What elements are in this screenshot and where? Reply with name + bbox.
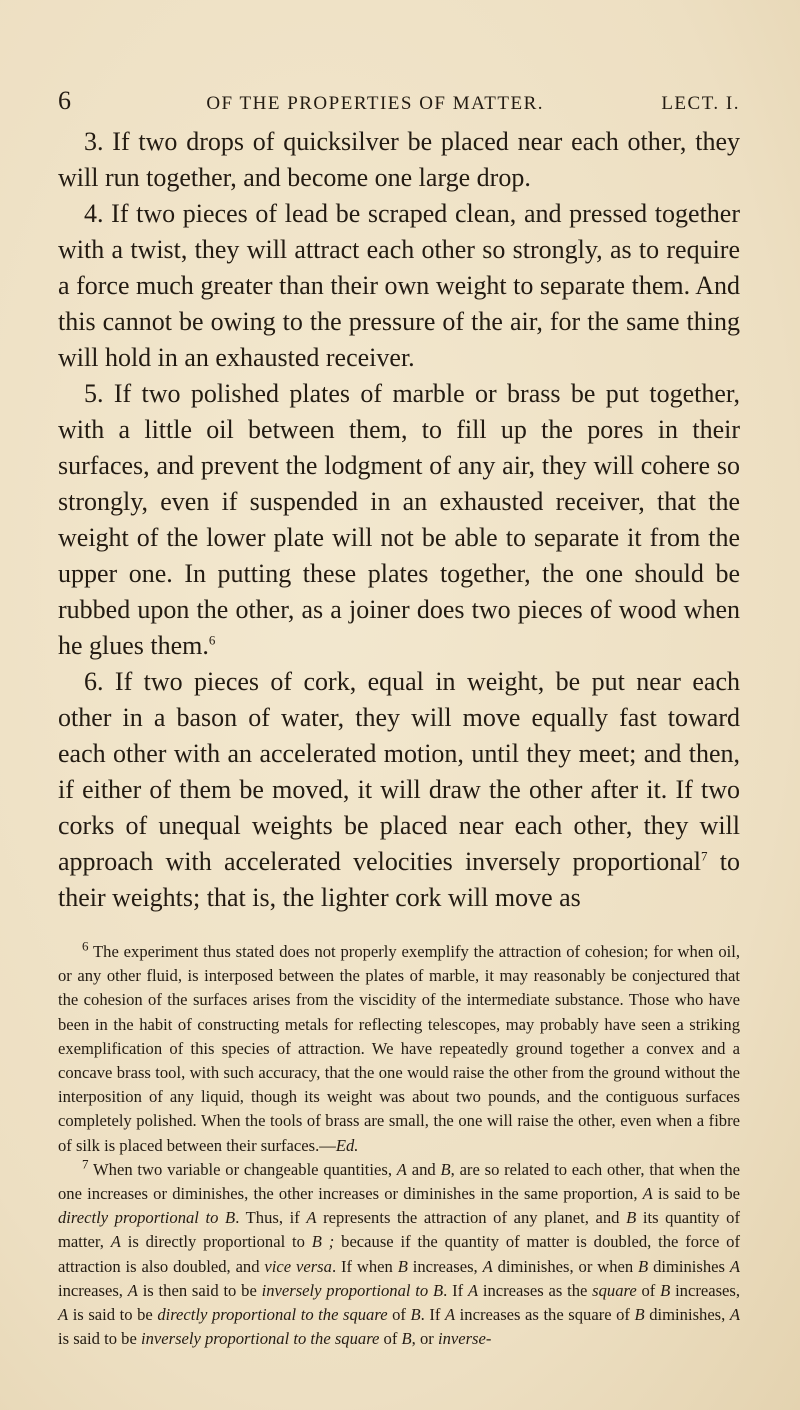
fn7-text: is said to be	[58, 1329, 141, 1349]
fn7-emphasis: vice versa	[264, 1256, 332, 1276]
fn7-text: is directly proportional to	[120, 1232, 312, 1252]
running-title: OF THE PROPERTIES OF MATTER.	[206, 93, 544, 114]
fn7-text: increases,	[407, 1256, 483, 1276]
fn7-text: its quantity of matter,	[58, 1208, 740, 1252]
paragraph-5	[58, 376, 740, 664]
fn7-text: . If when	[331, 1256, 398, 1276]
fn7-var: B	[410, 1305, 421, 1325]
fn7-text: represents the attraction of any planet, and	[316, 1208, 627, 1228]
fn7-text: diminishes	[648, 1256, 730, 1276]
page-number: 6	[58, 86, 71, 115]
fn7-emphasis: inverse-	[437, 1329, 492, 1349]
paragraph-5-text: 5. If two polished plates of marble or brass be put together, with a little oil between them, to fill up the pores in their surfaces, and prevent the lodgment of any air, they will cohere so strongly, even if suspended in an exhausted receiver, that the weight of the lower plate will not be able to separate it from the upper one. In putting these plates together, the one should be rubbed upon the other, as a joiner does two pieces of wood when he glues them.	[58, 379, 740, 660]
fn7-text: diminishes,	[644, 1305, 730, 1325]
fn7-text: . If	[443, 1280, 468, 1300]
fn7-var: A	[306, 1208, 317, 1228]
fn7-var: A	[396, 1159, 407, 1179]
fn7-var: B	[660, 1280, 671, 1300]
fn7-emphasis: directly proportional to the square	[157, 1305, 388, 1325]
fn7-var: A	[127, 1280, 138, 1300]
paragraph-6	[58, 664, 740, 916]
fn7-var: A	[110, 1232, 121, 1252]
paragraph-6-text-b: to their weights; that is, the lighter cork will move as	[58, 847, 740, 912]
fn7-text: of	[379, 1329, 402, 1349]
fn7-text: of	[636, 1280, 661, 1300]
fn7-var: B	[401, 1329, 412, 1349]
fn7-text: increases,	[670, 1280, 741, 1300]
fn7-var: A	[58, 1305, 69, 1325]
footnote-7	[58, 1158, 740, 1352]
main-text	[58, 124, 740, 916]
fn7-text: and	[406, 1159, 441, 1179]
fn7-text: is said to be	[652, 1184, 740, 1204]
paragraph-6-text-a: 6. If two pieces of cork, equal in weight, be put near each other in a bason of water, they will move equally fast toward each other with an accelerated motion, until they meet; and then, if either of them be moved, it will draw the other after it. If two corks of unequal weights be placed near each other, they will approach with accelerated velocities inversely proportional	[58, 667, 740, 876]
fn7-text: is then said to be	[137, 1280, 262, 1300]
footnote-6	[58, 940, 740, 1158]
fn7-var: B	[626, 1208, 637, 1228]
footnote-ref-7: 7	[701, 848, 708, 864]
fn7-var: A	[642, 1184, 653, 1204]
fn7-text: When two variable or changeable quantities,	[88, 1159, 397, 1179]
fn7-text: increases,	[58, 1280, 128, 1300]
fn7-var: A	[444, 1305, 456, 1325]
footnote-separator	[58, 916, 740, 940]
fn7-text: . Thus, if	[235, 1208, 307, 1228]
fn7-emphasis: inversely proportional to B	[261, 1280, 444, 1300]
fn7-var: B	[634, 1305, 645, 1325]
paragraph-4: 4. If two pieces of lead be scraped clean, and pressed together with a twist, they will attract each other so strongly, as to require a force much greater than their own weight to separate them. And this cannot be owing to the pressure of the air, for the same thing will hold in an exhausted receiver.	[58, 199, 740, 372]
fn7-var: B	[638, 1256, 649, 1276]
fn7-text: because if the quantity of matter is doubled, the force of attraction is also doubled, and	[58, 1232, 740, 1276]
fn7-text: increases as the	[478, 1280, 593, 1300]
running-header	[58, 86, 740, 116]
fn7-var: B	[397, 1256, 408, 1276]
fn7-var: B ;	[311, 1232, 335, 1252]
fn7-text: increases as the square of	[455, 1305, 635, 1325]
footnotes	[58, 940, 740, 1351]
editor-signature: Ed.	[335, 1135, 359, 1155]
footnote-ref-6: 6	[208, 632, 216, 648]
fn7-text: of	[387, 1305, 411, 1325]
fn7-var: A	[729, 1305, 740, 1325]
fn7-var: A	[467, 1280, 479, 1300]
fn7-var: B	[440, 1159, 451, 1179]
fn7-text: . If	[420, 1305, 445, 1325]
fn7-text: diminishes, or when	[492, 1256, 639, 1276]
fn7-text: is said to be	[68, 1305, 158, 1325]
fn7-var: A	[482, 1256, 493, 1276]
fn7-emphasis: inversely proportional to the square	[140, 1329, 380, 1349]
fn7-var: A	[729, 1256, 740, 1276]
fn7-emphasis: directly proportional to B	[58, 1208, 236, 1228]
footnote-mark-7: 7	[82, 1156, 89, 1172]
footnote-6-text: The experiment thus stated does not properly exemplify the attraction of cohesion; for when oil, or any other fluid, is interposed between the plates of marble, it may reasonably be conjectured that the cohesion of the surfaces arises from the viscidity of the intermediate substance. Those who have been in the habit of constructing metals for reflecting telescopes, may probably have seen a striking exemplification of this species of attraction. We have repeatedly ground together a convex and a concave brass tool, with such accuracy, that the one would raise the other from the ground without the interposition of any liquid, though its weight was about two pounds, and the contiguous surfaces completely polished. When the tools of brass are small, the one will raise the other, even when a fibre of silk is placed between their surfaces.—	[58, 942, 740, 1155]
paragraph-3: 3. If two drops of quicksilver be placed near each other, they will run together, and become one large drop.	[58, 127, 740, 192]
fn7-emphasis: square	[592, 1280, 637, 1300]
fn7-text: , are so related to each other, that when the one increases or diminishes, the other increases or diminishes in the same proportion,	[58, 1159, 740, 1204]
section-label: LECT. I.	[661, 93, 740, 114]
fn7-text: , or	[411, 1329, 438, 1349]
footnote-mark-6: 6	[82, 938, 89, 954]
